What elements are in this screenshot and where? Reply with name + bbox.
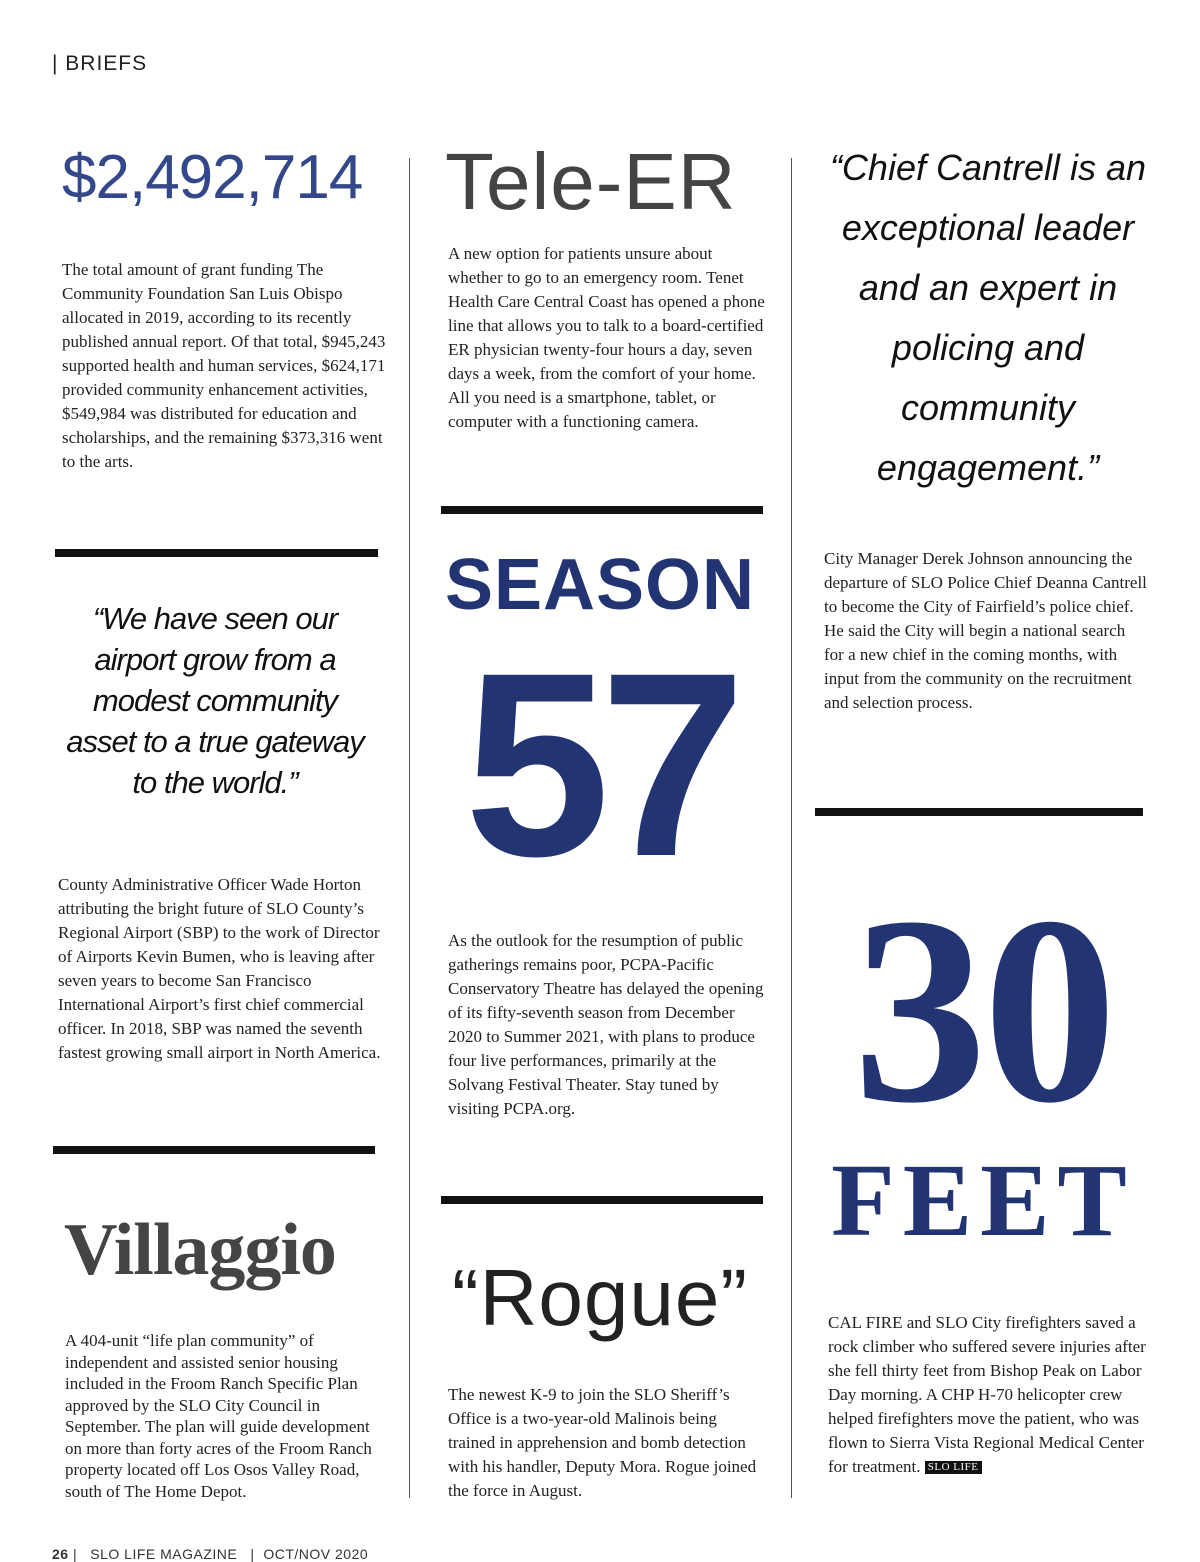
grant-amount-headline: $2,492,714 [62,143,363,212]
chief-quote-attribution: City Manager Derek Johnson announcing the departure of SLO Police Chief Deanna Cantrell to become the City of Fairfield’s police chief. He said the City will begin a national search for a new chief in the coming months, with input from the community on the recruitment and selection process. [824,549,1147,712]
section-rule [815,808,1143,816]
tele-er-text: A new option for patients unsure about whether to go to an emergency room. Tenet Health Care Central Coast has opened a phone line that allows you to talk to a board-certified ER physician twenty-four hours a day, seven days a week, from the comfort of your home. All you need is a smartphone, tablet, or computer with a functioning camera. [448,244,765,431]
magazine-issue: | SLO LIFE MAGAZINE | OCT/NOV 2020 [72,1546,369,1562]
column-divider-left [409,158,410,1498]
villaggio-text: A 404-unit “life plan community” of independent and assisted senior housing included in the Froom Ranch Specific Plan approved by the SLO City Council in September. The plan will guide development on more than forty acres of the Froom Ranch property located off Los Osos Valley Road, south of The Home Depot. [65,1331,372,1501]
season-label: SEASON [444,545,756,625]
grant-funding-text: The total amount of grant funding The Community Foundation San Luis Obispo allocated in 2019, according to its recently published annual report. Of that total, $945,243 supported health and human services, $624,171 provided community enhancement activities, $549,984 was distributed for education and scholarships, and the remaining $373,316 went to the arts. [62,260,386,471]
section-label: | BRIEFS [52,52,148,75]
page-number: 26 [52,1546,69,1562]
villaggio-headline: Villaggio [64,1209,336,1291]
slo-life-end-badge: SLO LIFE [925,1461,982,1474]
season-text: As the outlook for the resumption of public gatherings remains poor, PCPA-Pacific Conservatory Theatre has delayed the opening of its fifty-seventh season from December 2020 to Summer 2021, with plans to produce four live performances, primarily at the Solvang Festival Theater. Stay tuned by visiting PCPA.org. [448,931,764,1118]
column-divider-right [791,158,792,1498]
airport-quote-attribution: County Administrative Officer Wade Horton attributing the bright future of SLO County’s Regional Airport (SBP) to the work of Director of Airports Kevin Bumen, who is leaving after seven years to become San Francisco International Airport’s first chief commercial officer. In 2018, SBP was named the seventh fastest growing small airport in North America. [58,875,381,1062]
section-rule [53,1146,375,1154]
rogue-text: The newest K-9 to join the SLO Sheriff’s Office is a two-year-old Malinois being trained in apprehension and bomb detection with his handler, Deputy Mora. Rogue joined the force in August. [448,1385,757,1500]
rock-climber-rescue-body: CAL FIRE and SLO City firefighters saved a rock climber who suffered severe injuries after she fell thirty feet from Bishop Peak on Labor Day morning. A CHP H-70 helicopter crew helped firefighters move the patient, who was flown to Sierra Vista Regional Medical Center for treatment. [828,1313,1146,1476]
page-footer [52,1546,368,1562]
feet-number: 30 [853,861,1113,1158]
rock-climber-rescue-text [828,1311,1148,1479]
section-rule [441,1196,763,1204]
season-number: 57 [464,618,736,911]
rogue-headline: “Rogue” [451,1253,749,1342]
feet-label: FEET [831,1143,1135,1258]
airport-quote: “We have seen our airport grow from a modest community asset to a true gateway to the world.” [66,601,364,800]
section-rule [441,506,763,514]
chief-cantrell-quote: “Chief Cantrell is an exceptional leader and an expert in policing and community engagement.” [829,147,1147,488]
section-rule [55,549,378,557]
tele-er-headline: Tele-ER [445,137,737,226]
